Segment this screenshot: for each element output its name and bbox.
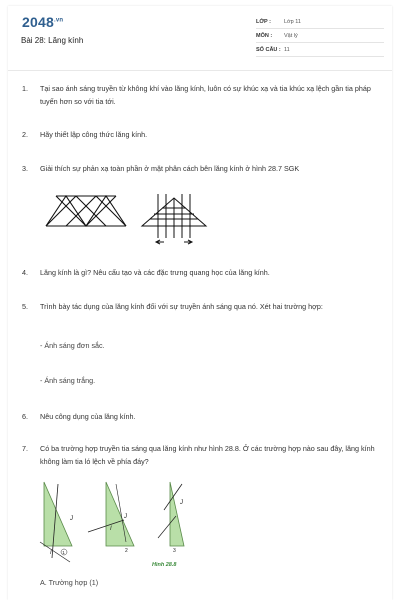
- ray-label-j3: J: [180, 500, 183, 506]
- question-text: Lăng kính là gì? Nêu cấu tạo và các đặc trưng quang học của lăng kính.: [40, 268, 270, 277]
- meta-subject-row: [256, 30, 384, 43]
- ray-label-j1: J: [70, 516, 73, 522]
- prism-case-2: [88, 482, 134, 554]
- question-text: Hãy thiết lập công thức lăng kính.: [40, 130, 148, 139]
- figure-caption: Hình 28.8: [152, 562, 177, 568]
- question-number: 5.: [22, 302, 28, 311]
- logo-domain: .vn: [53, 17, 64, 24]
- prism-reflection-figure: [34, 186, 254, 248]
- question-number: 2.: [22, 130, 28, 139]
- prism-roof-diagram: [142, 194, 206, 244]
- question-text: Có ba trường hợp truyền tia sáng qua lăng kính như hình 28.8. Ở các trường hợp nào sau đây, lăng kính không làm tia ló lệch về phía đáy?: [40, 444, 375, 466]
- question-number: 6.: [22, 412, 28, 421]
- site-logo[interactable]: [22, 14, 63, 30]
- case-label-3: 3: [173, 548, 176, 554]
- question-text: Giải thích sự phản xạ toàn phần ở mặt phân cách bên lăng kính ở hình 28.7 SGK: [40, 164, 300, 173]
- case-label-2: 2: [125, 548, 128, 554]
- worksheet-page: [8, 6, 392, 600]
- question-number: 4.: [22, 268, 28, 277]
- meta-class-value: Lớp 11: [284, 19, 301, 25]
- option-a[interactable]: A. Trường hợp (1): [40, 578, 99, 587]
- meta-count-value: 11: [284, 47, 290, 53]
- meta-subject-label: MÔN :: [256, 33, 273, 39]
- figure-28-8: [30, 476, 210, 572]
- meta-subject-value: Vật lý: [284, 33, 298, 39]
- q5-case-monochromatic: - Ánh sáng đơn sắc.: [40, 341, 105, 350]
- question-number: 1.: [22, 84, 28, 93]
- logo-main: 2048: [22, 14, 54, 30]
- prism-row-diagram: [46, 196, 126, 226]
- meta-class-row: [256, 16, 384, 29]
- question-number: 3.: [22, 164, 28, 173]
- question-text: Nêu công dụng của lăng kính.: [40, 412, 136, 421]
- lesson-title: Bài 28: Lăng kính: [21, 36, 84, 45]
- meta-count-label: SỐ CÂU :: [256, 47, 281, 53]
- meta-class-label: LỚP :: [256, 19, 271, 25]
- worksheet-header: [8, 6, 392, 64]
- ray-label-i2: I: [110, 526, 112, 532]
- prism-case-3: [158, 482, 184, 554]
- question-number: 7.: [22, 444, 28, 453]
- ray-label-j2: J: [124, 514, 127, 520]
- ray-label-i1: I: [50, 550, 52, 556]
- question-text: Trình bày tác dụng của lăng kính đối với sự truyền ánh sáng qua nó. Xét hai trường hợp:: [40, 302, 323, 311]
- q5-case-white-light: - Ánh sáng trắng.: [40, 376, 96, 385]
- case-label-1: 1: [62, 550, 65, 555]
- question-text: Tại sao ánh sáng truyền từ không khí vào lăng kính, luôn có sự khúc xạ và tia khúc xạ lệch gần tia pháp tuyến hơn so với tia tới.: [40, 84, 371, 106]
- header-divider: [8, 70, 392, 71]
- prism-case-1: [40, 482, 74, 562]
- meta-count-row: [256, 44, 384, 57]
